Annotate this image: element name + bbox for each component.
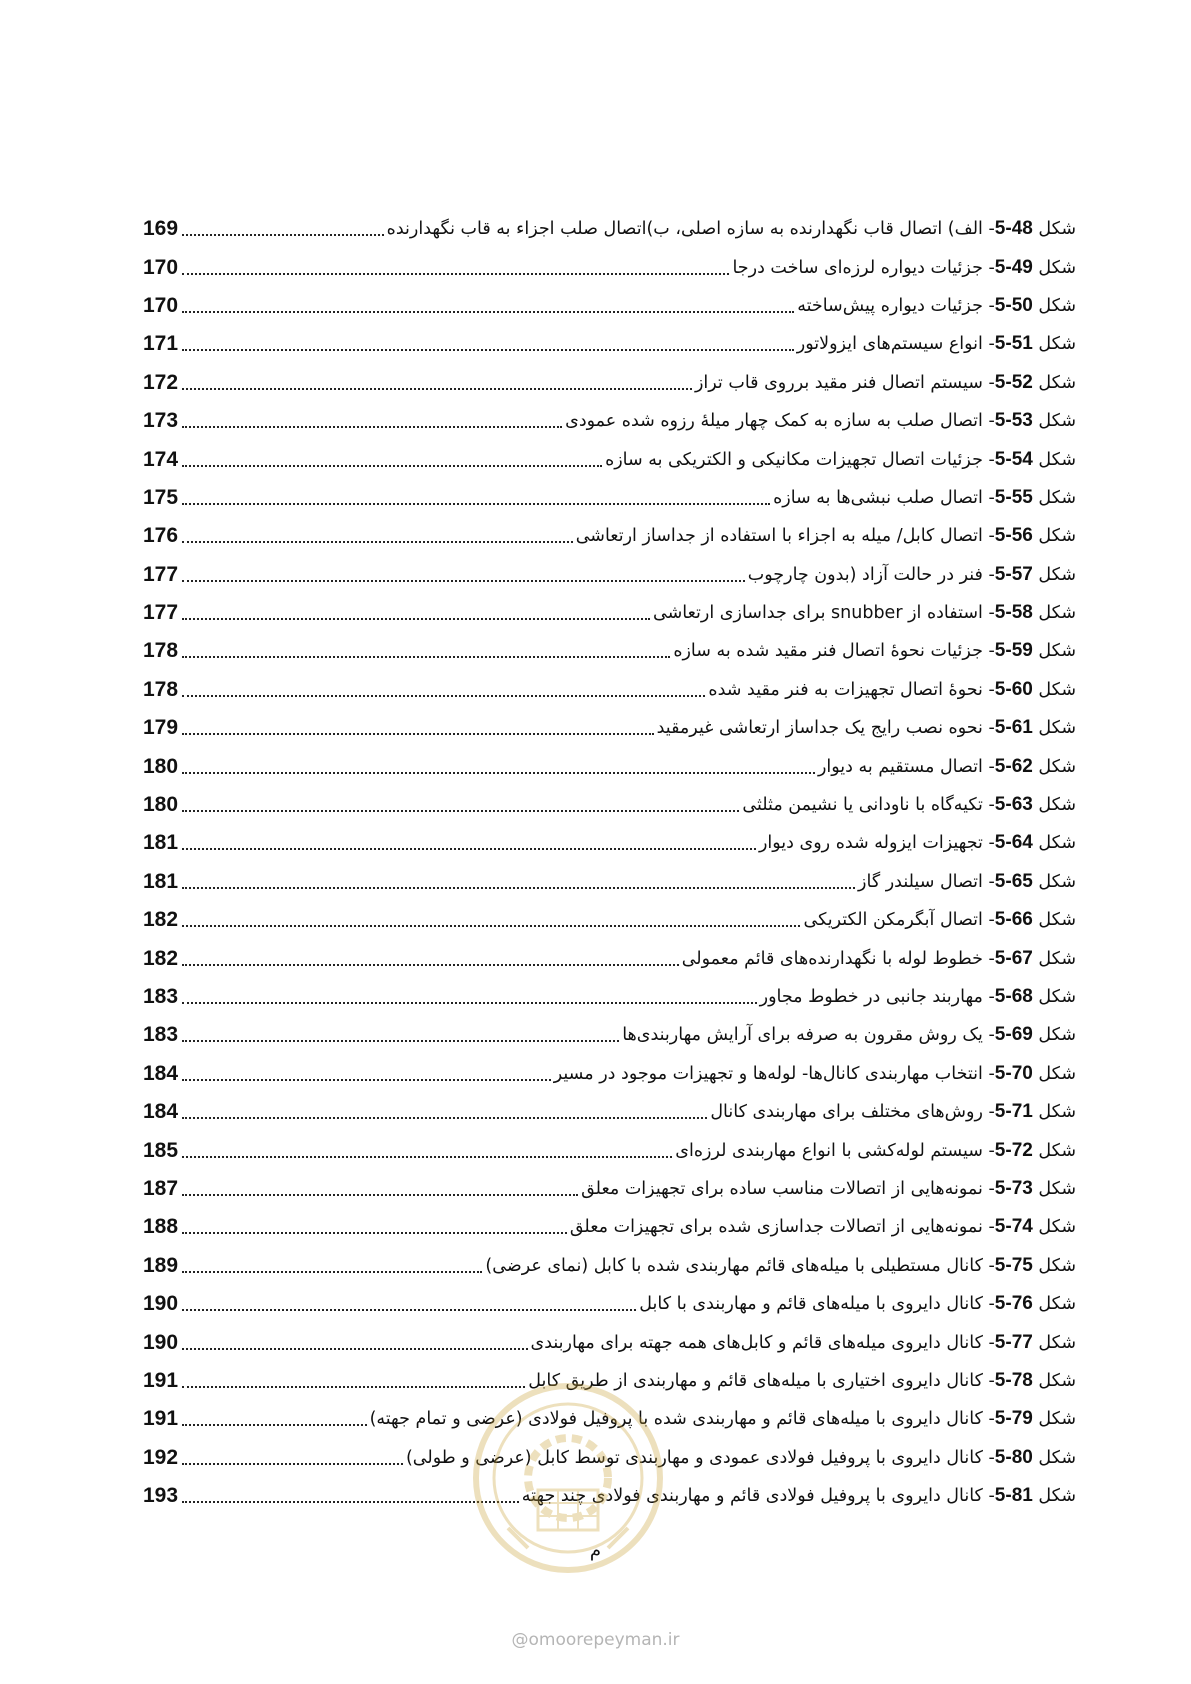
figure-title: الف) اتصال قاب نگهدارنده به سازه اصلی، ب)اتصال صلب اجزاء به قاب نگهدارنده: [386, 219, 983, 240]
toc-row[interactable]: [143, 824, 1076, 862]
figure-title: نحوهٔ اتصال تجهیزات به فنر مقید شده: [708, 679, 983, 700]
table-of-figures: [143, 210, 1076, 1515]
figure-number: 5-48: [994, 218, 1033, 240]
toc-page-number: 170: [143, 293, 179, 317]
figure-number: 5-64: [994, 832, 1033, 854]
toc-entry: شکل 5-53- اتصال صلب به سازه به کمک چهار میلهٔ رزوه شده عمودی: [565, 410, 1076, 432]
toc-row[interactable]: [143, 1055, 1076, 1093]
figure-number: 5-77: [994, 1331, 1033, 1353]
dot-leader: [182, 1002, 757, 1004]
figure-number: 5-76: [994, 1293, 1033, 1315]
figure-number: 5-49: [994, 256, 1033, 278]
figure-number: 5-81: [994, 1485, 1033, 1507]
figure-number: 5-71: [994, 1101, 1033, 1123]
dot-leader: [182, 656, 670, 658]
figure-number: 5-57: [994, 563, 1033, 585]
toc-entry: شکل 5-81- کانال دایروی با پروفیل فولادی قائم و مهاربندی فولادی چند جهته: [521, 1485, 1076, 1507]
toc-row[interactable]: [143, 978, 1076, 1016]
figure-title: جزئیات دیواره پیش‌ساخته: [797, 295, 983, 316]
toc-page-number: 191: [143, 1368, 179, 1392]
toc-page-number: 182: [143, 908, 179, 932]
dot-leader: [182, 234, 384, 236]
figure-title: روش‌های مختلف برای مهاربندی کانال: [710, 1102, 983, 1123]
toc-entry: شکل 5-72- سیستم لوله‌کشی با انواع مهاربندی لرزه‌ای: [675, 1139, 1076, 1161]
figure-prefix: شکل: [1038, 219, 1076, 240]
toc-entry: شکل 5-62- اتصال مستقیم به دیوار: [817, 755, 1076, 777]
figure-prefix: شکل: [1038, 641, 1076, 662]
figure-prefix: شکل: [1038, 987, 1076, 1007]
toc-page-number: 181: [143, 831, 179, 855]
toc-page-number: 175: [143, 485, 179, 509]
figure-number: 5-61: [994, 717, 1033, 739]
figure-title: نمونه‌هایی از اتصالات مناسب ساده برای تجهیزات معلق: [581, 1178, 983, 1199]
figure-title: یک روش مقرون به صرفه برای آرایش مهاربندی‌ها: [622, 1025, 983, 1046]
toc-page-number: 172: [143, 370, 179, 394]
toc-entry: شکل 5-76- کانال دایروی با میله‌های قائم و مهاربندی با کابل: [639, 1293, 1076, 1315]
toc-row[interactable]: [143, 517, 1076, 555]
figure-title: کانال دایروی میله‌های قائم و کابل‌های همه جهته برای مهاربندی: [530, 1332, 983, 1353]
figure-prefix: شکل: [1038, 564, 1076, 585]
toc-row[interactable]: [143, 863, 1076, 901]
toc-entry: شکل 5-54- جزئیات اتصال تجهیزات مکانیکی و الکتریکی به سازه: [605, 448, 1076, 470]
figure-number: 5-79: [994, 1408, 1033, 1430]
dot-leader: [182, 580, 745, 582]
figure-title: اتصال سیلندر گاز: [858, 871, 983, 892]
toc-entry: شکل 5-71- روش‌های مختلف برای مهاربندی کانال: [710, 1101, 1076, 1123]
figure-number: 5-55: [994, 486, 1033, 508]
figure-number: 5-54: [994, 448, 1033, 470]
toc-row[interactable]: [143, 1170, 1076, 1208]
toc-entry: شکل 5-61- نحوه نصب رایج یک جداساز ارتعاشی غیرمقید: [656, 717, 1076, 739]
toc-row[interactable]: [143, 287, 1076, 325]
toc-entry: شکل 5-48- الف) اتصال قاب نگهدارنده به سازه اصلی، ب)اتصال صلب اجزاء به قاب نگهدارنده: [386, 218, 1076, 240]
toc-entry: شکل 5-50- جزئیات دیواره پیش‌ساخته: [797, 294, 1076, 316]
figure-prefix: شکل: [1038, 1217, 1076, 1238]
toc-entry: شکل 5-69- یک روش مقرون به صرفه برای آرایش مهاربندی‌ها: [622, 1024, 1076, 1046]
toc-entry: شکل 5-60- نحوهٔ اتصال تجهیزات به فنر مقید شده: [708, 678, 1076, 700]
toc-row[interactable]: [143, 1285, 1076, 1323]
figure-prefix: شکل: [1038, 1486, 1076, 1507]
figure-title: انتخاب مهاربندی کانال‌ها- لوله‌ها و تجهیزات موجود در مسیر: [553, 1063, 983, 1084]
toc-entry: شکل 5-65- اتصال سیلندر گاز: [858, 870, 1076, 892]
figure-title: کانال دایروی با میله‌های قائم و مهاربندی شده با پروفیل فولادی (عرضی و تمام جهته): [369, 1409, 983, 1430]
toc-page-number: 169: [143, 217, 179, 241]
toc-page-number: 183: [143, 985, 179, 1008]
figure-number: 5-72: [994, 1139, 1033, 1161]
toc-entry: شکل 5-49- جزئیات دیواره لرزه‌ای ساخت درجا: [732, 256, 1076, 278]
toc-page-number: 174: [143, 447, 179, 471]
toc-page-number: 184: [143, 1100, 179, 1124]
figure-title: اتصال کابل/ میله به اجزاء با استفاده از جداساز ارتعاشی: [575, 526, 983, 547]
toc-entry: شکل 5-56- اتصال کابل/ میله به اجزاء با استفاده از جداساز ارتعاشی: [575, 525, 1076, 547]
figure-number: 5-70: [994, 1062, 1033, 1084]
figure-prefix: شکل: [1038, 948, 1076, 969]
figure-title: مهاربند جانبی در خطوط مجاور: [759, 987, 983, 1007]
toc-page-number: 177: [143, 601, 179, 625]
figure-title: اتصال صلب به سازه به کمک چهار میلهٔ رزوه شده عمودی: [565, 411, 983, 432]
figure-title: تجهیزات ایزوله شده روی دیوار: [758, 833, 983, 854]
figure-number: 5-69: [994, 1024, 1033, 1046]
toc-row[interactable]: [143, 594, 1076, 632]
figure-prefix: شکل: [1038, 372, 1076, 393]
toc-page-number: 185: [143, 1138, 179, 1162]
toc-entry: شکل 5-68- مهاربند جانبی در خطوط مجاور: [759, 986, 1076, 1007]
figure-number: 5-60: [994, 678, 1033, 700]
figure-prefix: شکل: [1038, 1294, 1076, 1315]
figure-number: 5-50: [994, 294, 1033, 316]
toc-entry: شکل 5-52- سیستم اتصال فنر مقید برروی قاب تراز: [694, 371, 1076, 393]
toc-entry: شکل 5-51- انواع سیستم‌های ایزولاتور: [796, 333, 1076, 355]
figure-prefix: شکل: [1038, 449, 1076, 470]
dot-leader: [182, 1156, 672, 1158]
figure-prefix: شکل: [1038, 411, 1076, 432]
toc-entry: شکل 5-74- نمونه‌هایی از اتصالات جداسازی شده برای تجهیزات معلق: [569, 1216, 1076, 1238]
toc-row[interactable]: [143, 556, 1076, 594]
figure-number: 5-74: [994, 1216, 1033, 1238]
toc-page-number: 184: [143, 1061, 179, 1085]
figure-prefix: شکل: [1038, 487, 1076, 508]
figure-prefix: شکل: [1038, 1102, 1076, 1123]
figure-title: سیستم اتصال فنر مقید برروی قاب تراز: [694, 372, 983, 393]
toc-row[interactable]: [143, 671, 1076, 709]
toc-page-number: 180: [143, 793, 179, 817]
figure-title: اتصال آبگرمکن الکتریکی: [803, 910, 983, 931]
toc-row[interactable]: [143, 786, 1076, 824]
toc-page-number: 176: [143, 524, 179, 548]
figure-number: 5-65: [994, 870, 1033, 892]
website-watermark: @omoorepeyman.ir: [511, 1630, 680, 1650]
figure-prefix: شکل: [1038, 756, 1076, 777]
figure-title: استفاده از snubber برای جداسازی ارتعاشی: [653, 603, 983, 624]
dot-leader: [182, 311, 794, 313]
figure-title: جزئیات نحوهٔ اتصال فنر مقید شده به سازه: [673, 641, 983, 662]
toc-row[interactable]: [143, 1016, 1076, 1054]
toc-row[interactable]: [143, 479, 1076, 517]
figure-number: 5-80: [994, 1446, 1033, 1468]
dot-leader: [182, 426, 562, 428]
toc-row[interactable]: [143, 1208, 1076, 1246]
figure-title: فنر در حالت آزاد (بدون چارچوب: [747, 564, 983, 585]
dot-leader: [182, 887, 855, 889]
figure-title: انواع سیستم‌های ایزولاتور: [796, 334, 983, 355]
toc-page-number: 188: [143, 1215, 179, 1239]
figure-prefix: شکل: [1038, 257, 1076, 278]
toc-row[interactable]: [143, 747, 1076, 785]
toc-entry: شکل 5-75- کانال مستطیلی با میله‌های قائم مهاربندی شده با کابل (نمای عرضی): [485, 1254, 1076, 1276]
toc-row[interactable]: [143, 901, 1076, 939]
toc-entry: شکل 5-64- تجهیزات ایزوله شده روی دیوار: [758, 832, 1076, 854]
dot-leader: [182, 925, 800, 927]
figure-number: 5-73: [994, 1177, 1033, 1199]
website-text: omoorepeyman.ir: [528, 1630, 680, 1650]
figure-prefix: شکل: [1038, 526, 1076, 547]
figure-prefix: شکل: [1038, 679, 1076, 700]
toc-entry: شکل 5-66- اتصال آبگرمکن الکتریکی: [803, 909, 1076, 931]
figure-title: نحوه نصب رایج یک جداساز ارتعاشی غیرمقید: [656, 718, 983, 739]
toc-page-number: 187: [143, 1176, 179, 1200]
figure-number: 5-75: [994, 1254, 1033, 1276]
figure-number: 5-52: [994, 371, 1033, 393]
toc-page-number: 182: [143, 946, 179, 970]
toc-page-number: 177: [143, 562, 179, 586]
toc-row[interactable]: [143, 364, 1076, 402]
figure-title: کانال دایروی با پروفیل فولادی قائم و مهاربندی فولادی چند جهته: [521, 1486, 983, 1507]
figure-title: خطوط لوله با نگهدارنده‌های قائم معمولی: [681, 948, 983, 969]
figure-title: اتصال صلب نبشی‌ها به سازه: [773, 487, 983, 508]
figure-title: کانال دایروی با پروفیل فولادی عمودی و مهاربندی توسط کابل (عرضی و طولی): [405, 1447, 983, 1468]
toc-page-number: 190: [143, 1330, 179, 1354]
figure-number: 5-63: [994, 794, 1033, 816]
dot-leader: [182, 695, 705, 697]
toc-page-number: 181: [143, 869, 179, 893]
figure-prefix: شکل: [1038, 603, 1076, 624]
figure-prefix: شکل: [1038, 1409, 1076, 1430]
figure-number: 5-62: [994, 755, 1033, 777]
figure-prefix: شکل: [1038, 833, 1076, 854]
figure-number: 5-56: [994, 525, 1033, 547]
figure-number: 5-67: [994, 947, 1033, 969]
dot-leader: [182, 1463, 403, 1465]
dot-leader: [182, 848, 756, 850]
dot-leader: [182, 772, 815, 774]
toc-row[interactable]: [143, 939, 1076, 977]
dot-leader: [182, 465, 602, 467]
figure-title: تکیه‌گاه با ناودانی یا نشیمن مثلثی: [742, 795, 983, 816]
toc-row[interactable]: [143, 1247, 1076, 1285]
figure-title: کانال مستطیلی با میله‌های قائم مهاربندی شده با کابل (نمای عرضی): [485, 1255, 983, 1276]
figure-number: 5-66: [994, 909, 1033, 931]
toc-row[interactable]: [143, 402, 1076, 440]
dot-leader: [182, 1194, 578, 1196]
figure-number: 5-68: [994, 986, 1033, 1007]
toc-entry: شکل 5-67- خطوط لوله با نگهدارنده‌های قائم معمولی: [681, 947, 1076, 969]
toc-page-number: 183: [143, 1023, 179, 1047]
dot-leader: [182, 1271, 482, 1273]
toc-row[interactable]: [143, 210, 1076, 248]
figure-title: کانال دایروی با میله‌های قائم و مهاربندی با کابل: [639, 1294, 983, 1315]
toc-page-number: 180: [143, 754, 179, 778]
page-number: م: [589, 1540, 602, 1561]
dot-leader: [182, 733, 654, 735]
dot-leader: [182, 541, 573, 543]
figure-prefix: شکل: [1038, 334, 1076, 355]
dot-leader: [182, 1424, 367, 1426]
figure-number: 5-53: [994, 410, 1033, 432]
toc-entry: شکل 5-73- نمونه‌هایی از اتصالات مناسب ساده برای تجهیزات معلق: [581, 1177, 1076, 1199]
dot-leader: [182, 1079, 551, 1081]
toc-page-number: 192: [143, 1445, 179, 1469]
dot-leader: [182, 388, 692, 390]
figure-prefix: شکل: [1038, 871, 1076, 892]
figure-number: 5-51: [994, 333, 1033, 355]
toc-entry: شکل 5-79- کانال دایروی با میله‌های قائم و مهاربندی شده با پروفیل فولادی (عرضی و تمام جهته): [369, 1408, 1076, 1430]
toc-page-number: 173: [143, 409, 179, 433]
toc-row[interactable]: [143, 1093, 1076, 1131]
dot-leader: [182, 1117, 707, 1119]
toc-entry: شکل 5-59- جزئیات نحوهٔ اتصال فنر مقید شده به سازه: [673, 640, 1076, 662]
toc-page-number: 178: [143, 677, 179, 701]
figure-prefix: شکل: [1038, 1178, 1076, 1199]
figure-number: 5-58: [994, 602, 1033, 624]
toc-page-number: 191: [143, 1407, 179, 1431]
figure-prefix: شکل: [1038, 718, 1076, 739]
figure-prefix: شکل: [1038, 1332, 1076, 1353]
figure-prefix: شکل: [1038, 910, 1076, 931]
figure-title: نمونه‌هایی از اتصالات جداسازی شده برای تجهیزات معلق: [569, 1217, 983, 1238]
figure-prefix: شکل: [1038, 1447, 1076, 1468]
figure-title: جزئیات اتصال تجهیزات مکانیکی و الکتریکی به سازه: [605, 449, 983, 470]
toc-entry: شکل 5-78- کانال دایروی اختیاری با میله‌های قائم و مهاربندی از طریق کابل: [528, 1369, 1076, 1391]
dot-leader: [182, 349, 794, 351]
toc-page-number: 171: [143, 332, 179, 356]
figure-prefix: شکل: [1038, 1063, 1076, 1084]
toc-page-number: 179: [143, 716, 179, 740]
dot-leader: [182, 1348, 528, 1350]
dot-leader: [182, 1309, 636, 1311]
dot-leader: [182, 964, 679, 966]
toc-row[interactable]: [143, 1323, 1076, 1361]
dot-leader: [182, 1040, 619, 1042]
toc-page-number: 170: [143, 255, 179, 279]
toc-entry: شکل 5-77- کانال دایروی میله‌های قائم و کابل‌های همه جهته برای مهاربندی: [530, 1331, 1076, 1353]
toc-entry: شکل 5-58- استفاده از snubber برای جداسازی ارتعاشی: [653, 602, 1076, 624]
toc-page-number: 178: [143, 639, 179, 663]
figure-prefix: شکل: [1038, 1370, 1076, 1391]
figure-title: اتصال مستقیم به دیوار: [817, 756, 983, 777]
figure-prefix: شکل: [1038, 1025, 1076, 1046]
toc-row[interactable]: [143, 709, 1076, 747]
toc-row[interactable]: [143, 632, 1076, 670]
toc-entry: شکل 5-55- اتصال صلب نبشی‌ها به سازه: [773, 486, 1076, 508]
toc-row[interactable]: [143, 248, 1076, 286]
figure-title: جزئیات دیواره لرزه‌ای ساخت درجا: [732, 257, 983, 278]
dot-leader: [182, 273, 729, 275]
figure-number: 5-59: [994, 640, 1033, 662]
figure-title: کانال دایروی اختیاری با میله‌های قائم و مهاربندی از طریق کابل: [528, 1370, 983, 1391]
figure-prefix: شکل: [1038, 1140, 1076, 1161]
toc-row[interactable]: [143, 440, 1076, 478]
toc-page-number: 189: [143, 1253, 179, 1277]
dot-leader: [182, 1232, 567, 1234]
toc-entry: شکل 5-63- تکیه‌گاه با ناودانی یا نشیمن مثلثی: [742, 794, 1076, 816]
dot-leader: [182, 810, 739, 812]
dot-leader: [182, 618, 650, 620]
toc-row[interactable]: [143, 1131, 1076, 1169]
toc-entry: شکل 5-80- کانال دایروی با پروفیل فولادی عمودی و مهاربندی توسط کابل (عرضی و طولی): [405, 1446, 1076, 1468]
toc-page-number: 190: [143, 1292, 179, 1316]
figure-prefix: شکل: [1038, 295, 1076, 316]
figure-prefix: شکل: [1038, 795, 1076, 816]
toc-row[interactable]: [143, 325, 1076, 363]
dot-leader: [182, 503, 770, 505]
toc-entry: شکل 5-70- انتخاب مهاربندی کانال‌ها- لوله‌ها و تجهیزات موجود در مسیر: [553, 1062, 1076, 1084]
toc-entry: شکل 5-57- فنر در حالت آزاد (بدون چارچوب: [747, 563, 1076, 585]
toc-page-number: 193: [143, 1484, 179, 1508]
figure-number: 5-78: [994, 1369, 1033, 1391]
figure-prefix: شکل: [1038, 1255, 1076, 1276]
figure-title: سیستم لوله‌کشی با انواع مهاربندی لرزه‌ای: [675, 1140, 983, 1161]
